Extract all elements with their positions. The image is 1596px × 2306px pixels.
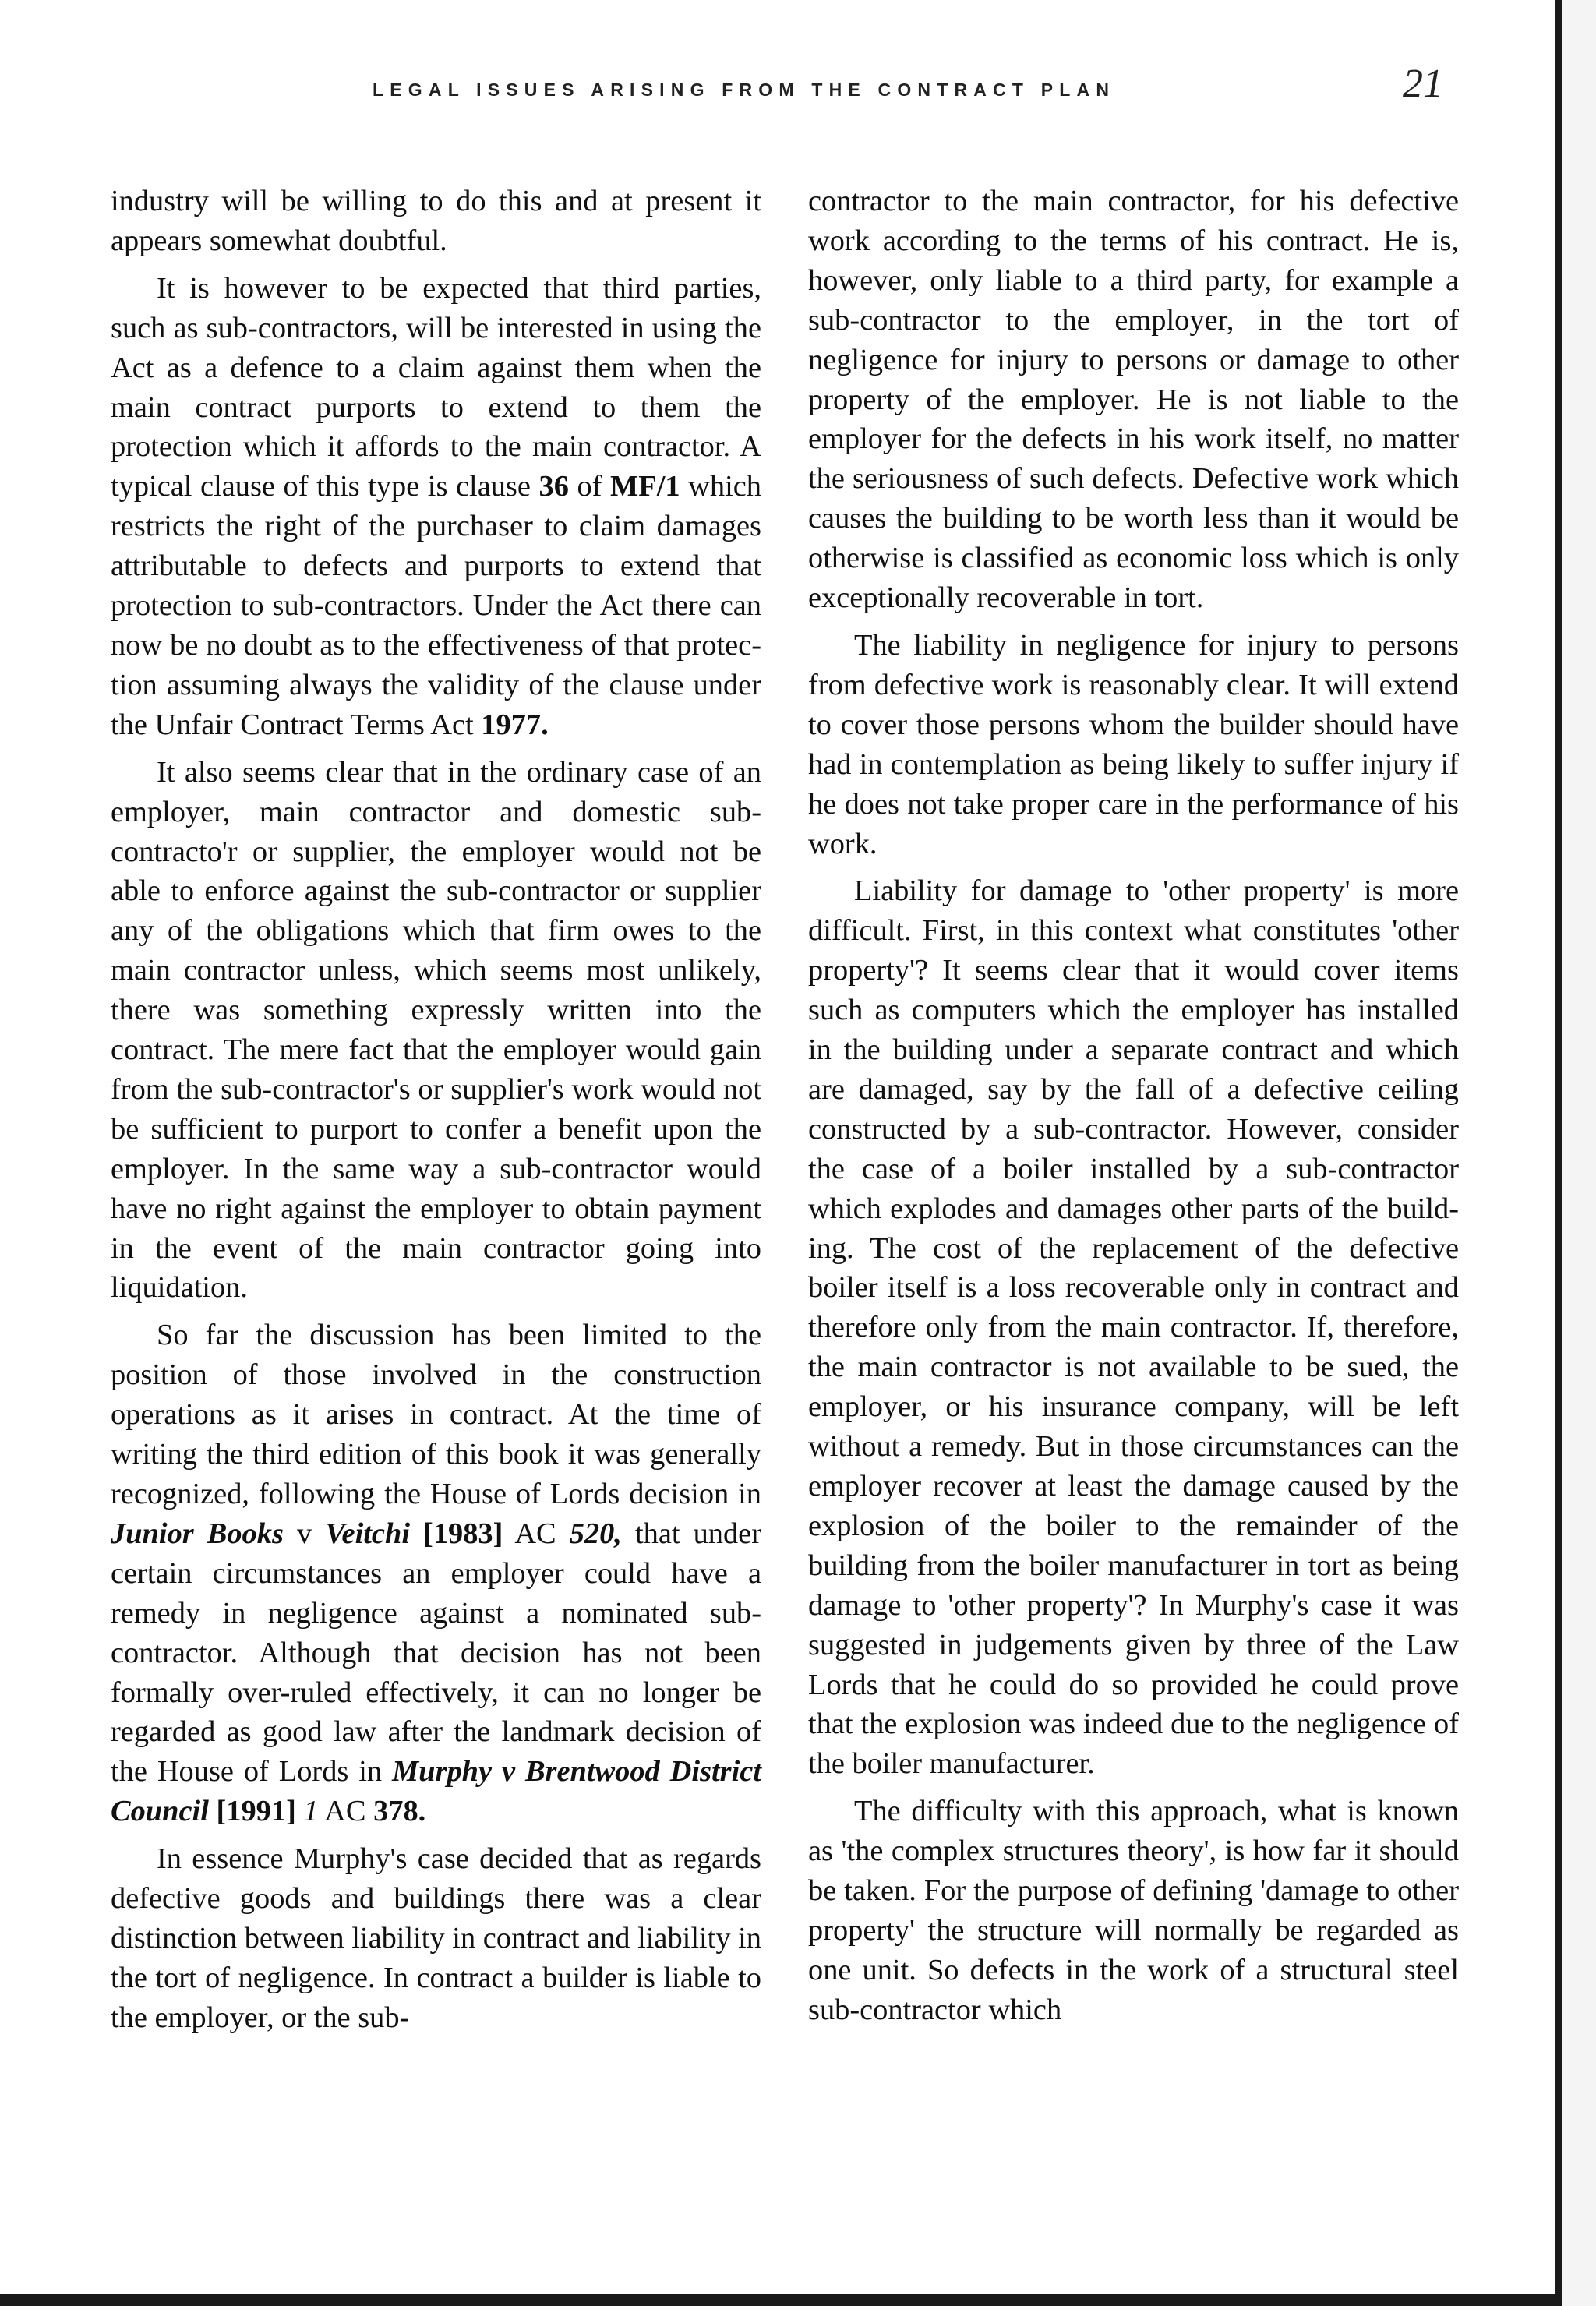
paragraph: It also seems clear that in the ordinary case of an employer, main contractor and domestic sub-contracto'r or supplier, the employer would not be able to enforce against the sub-contractor or supplier any of the obligations which that firm owes to the main contractor unless, which seems most unlikely, there was something expressly written into the contract. The mere fact that the employer would gain from the sub-contractor's or supplier's work would not be sufficient to purport to confer a benefit upon the employer. In the same way a sub-contractor would have no right against the employer to obtain payment in the event of the main contractor going into liquidation. [111, 755, 761, 1305]
paragraph-text: v [283, 1517, 326, 1550]
citation: [1991] [216, 1795, 296, 1828]
page-edge-bottom [0, 2294, 1562, 2306]
paragraph: The difficulty with this approach, what is known as 'the complex structures theory', is how far it should be taken. For the purpose of defining 'damage to other property' the structure will normally be regarded as one unit. So defects in the work of a structural steel sub-contractor which [808, 1795, 1459, 2026]
scan-margin [1562, 0, 1596, 2306]
paragraph-text: It is however to be expected that third parties, such as sub-contractors, will be interested in using the Act as a defence to a claim against them when the main contract purports to extend to them the protection which it affords to the main contractor. A typical clause of this type is clause [111, 271, 761, 503]
citation: [1983] [409, 1517, 503, 1550]
paragraph: The liability in negligence for injury to persons from defective work is reasonably clear. It will extend to cover those persons whom the builder should have had in contemplation as being likely to suffer injury if he does not take proper care in the performance of his work. [808, 628, 1459, 860]
paragraph-text: AC [318, 1795, 374, 1828]
page-number: 21 [1403, 62, 1443, 106]
citation: 520, [569, 1517, 622, 1550]
paragraph [111, 1315, 761, 1831]
page-edge-right [1555, 0, 1562, 2306]
paragraph-text: which restricts the right of the purchaser to claim damages attributable to defects and purports to extend that protection to sub-contractors. Under the Act there can now be no doubt as to the effectiveness of that protection assuming always the validity of the clause under the Unfair Contract Terms Act [111, 470, 761, 741]
running-head: LEGAL ISSUES ARISING FROM THE CONTRACT PLAN [373, 79, 1116, 100]
paragraph-text: AC [503, 1517, 570, 1550]
paragraph: industry will be willing to do this and at present it appears somewhat doubtful. [111, 185, 761, 257]
case-name: Veitchi [325, 1517, 410, 1550]
paragraph: contractor to the main contractor, for his defective work according to the terms of his contract. He is, however, only liable to a third party, for example a sub-contractor to the employer, in the tort of negligence for injury to persons or damage to other property of the employer. He is not liable to the employer for the defects in his work itself, no matter the seriousness of such defects. Defective work which causes the building to be worth less than it would be otherwise is classified as economic loss which is only exceptionally recoverable in tort. [808, 185, 1459, 615]
paragraph: In essence Murphy's case decided that as regards defective goods and buildings there was a clear distinction between liability in contract and liability in the tort of negligence. In contract a builder is liable to the employer, or the sub- [111, 1842, 761, 2034]
left-column [111, 182, 761, 2046]
paragraph-text: that under certain circumstances an employer could have a remedy in negligence against a nominated sub-contractor. Although that decision has not been formally over-ruled effectively, it can no longer be regarded as good law after the landmark decision of the House of Lords in [111, 1517, 761, 1789]
right-column [808, 182, 1459, 2038]
act-year: 1977. [481, 708, 549, 741]
case-name: Murphy v Brentwood District Council [111, 1755, 761, 1828]
clause-number: 36 [538, 470, 569, 503]
citation: 1 [303, 1795, 319, 1828]
contract-form-name: MF/1 [610, 470, 680, 503]
case-name: Junior Books [111, 1517, 284, 1550]
citation: 378. [373, 1795, 426, 1828]
paragraph: Liability for damage to 'other property' is more difficult. First, in this context what constitutes 'other property'? It seems clear that it would cover items such as computers which the employer has installed in the building under a separate contract and which are damaged, say by the fall of a defective ceiling constructed by a sub-contractor. However, consider the case of a boiler installed by a sub-contractor which explodes and damages other parts of the building. The cost of the replacement of the defective boiler itself is a loss recoverable only in contract and therefore only from the main contractor. If, therefore, the main contractor is not available to be sued, the employer, or his insurance company, will be left without a remedy. But in those circumstances can the employer recover at least the damage caused by the explosion of the boiler to the remainder of the building from the boiler manufacturer in tort as being damage to 'other property'? In Murphy's case it was suggested in judgements given by three of the Law Lords that he could do so provided he could prove that the explosion was indeed due to the negligence of the boiler manufacturer. [808, 874, 1459, 1781]
paragraph-text: of [568, 470, 611, 503]
paragraph-text: So far the discussion has been limited to the position of those involved in the construction operations as it arises in contract. At the time of writing the third edition of this book it was generally recognized, following the House of Lords decision in [111, 1319, 761, 1510]
paragraph [111, 269, 761, 745]
